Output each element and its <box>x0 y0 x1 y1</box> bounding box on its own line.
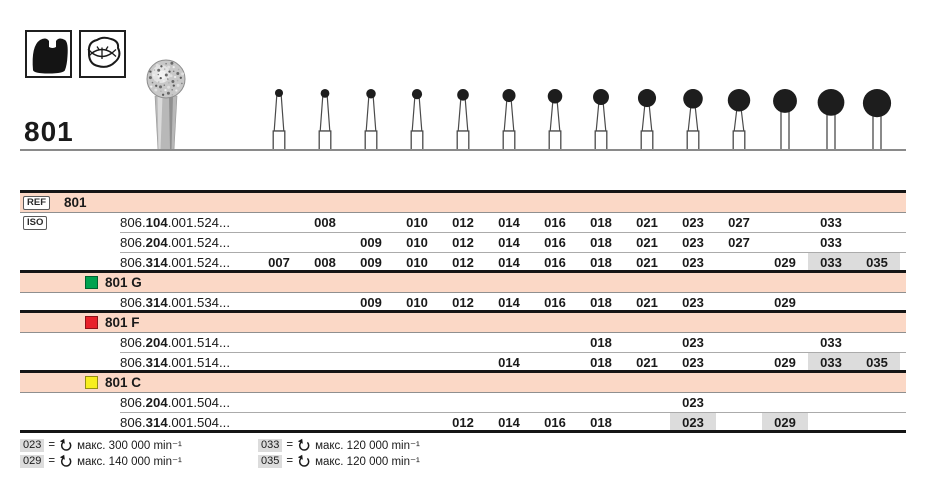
size-cell <box>302 413 348 430</box>
size-cell <box>394 393 440 412</box>
size-cell: 033 <box>820 235 842 250</box>
size-cell: 021 <box>636 355 658 370</box>
size-cells <box>256 393 906 413</box>
size-cell: 018 <box>590 295 612 310</box>
iso-row-left <box>20 213 120 233</box>
size-cell: 010 <box>406 295 428 310</box>
legend-item <box>258 453 420 469</box>
size-cell <box>256 333 302 352</box>
size-cell <box>440 353 486 370</box>
section-color-square <box>85 376 98 389</box>
size-cell: 009 <box>360 295 382 310</box>
size-cell: 012 <box>452 235 474 250</box>
size-cell: 008 <box>314 215 336 230</box>
size-cell <box>440 393 486 412</box>
size-cell: 021 <box>636 255 658 270</box>
size-cell <box>348 393 394 412</box>
size-cell <box>394 333 440 352</box>
iso-row-left <box>20 233 120 253</box>
bur-silhouette <box>548 89 563 150</box>
size-cell <box>532 353 578 370</box>
legend-item <box>258 437 420 453</box>
size-cell <box>486 393 532 412</box>
section-header-row <box>20 273 906 293</box>
size-cell: 027 <box>728 235 750 250</box>
size-cell: 012 <box>452 215 474 230</box>
size-cell <box>624 393 670 412</box>
section-header-row <box>20 373 906 393</box>
legend-size-badge: 033 <box>258 439 282 452</box>
size-cell <box>348 353 394 370</box>
legend-size-badge: 023 <box>20 439 44 452</box>
size-cell: 023 <box>682 215 704 230</box>
size-cell: 016 <box>544 255 566 270</box>
size-cell: 023 <box>682 395 704 410</box>
size-cell <box>348 413 394 430</box>
size-cell: 010 <box>406 235 428 250</box>
size-cell: 018 <box>590 355 612 370</box>
legend-size-badge: 035 <box>258 455 282 468</box>
legend-speed-text: макс. 300 000 min⁻¹ <box>77 440 182 452</box>
size-cell <box>532 393 578 412</box>
size-cell: 014 <box>498 235 520 250</box>
iso-size-row <box>20 213 906 233</box>
size-cell <box>716 253 762 270</box>
bur-silhouette <box>818 89 845 150</box>
legend-speed-text: макс. 120 000 min⁻¹ <box>315 456 420 468</box>
bur-silhouette <box>638 89 656 150</box>
size-cell: 033 <box>808 253 854 270</box>
section-color-square <box>85 316 98 329</box>
size-cell <box>808 393 854 412</box>
size-cell: 016 <box>544 215 566 230</box>
legend-item <box>20 437 258 453</box>
size-cell: 033 <box>808 353 854 370</box>
size-cell <box>854 413 900 430</box>
size-cell: 010 <box>406 255 428 270</box>
size-cell: 029 <box>762 413 808 430</box>
size-cell <box>762 333 808 352</box>
size-cell: 009 <box>360 235 382 250</box>
iso-row-left <box>20 393 120 413</box>
bur-illustrations <box>0 0 926 175</box>
size-cell: 016 <box>544 235 566 250</box>
size-cell: 014 <box>498 415 520 430</box>
iso-code: 806.204.001.514... <box>120 333 256 353</box>
size-cell <box>762 233 808 252</box>
size-cell: 033 <box>820 215 842 230</box>
rotation-speed-icon <box>59 454 73 468</box>
size-cell: 021 <box>636 235 658 250</box>
bur-silhouette <box>593 89 609 150</box>
size-cell <box>808 413 854 430</box>
size-cell: 029 <box>774 295 796 310</box>
legend-equals: = <box>286 455 294 467</box>
size-cells <box>256 333 906 353</box>
bur-silhouette <box>773 89 797 150</box>
iso-code: 806.314.001.524... <box>120 255 231 270</box>
size-cell: 023 <box>670 413 716 430</box>
iso-size-row <box>20 333 906 353</box>
size-cell <box>302 233 348 252</box>
size-cell: 027 <box>728 215 750 230</box>
size-cell: 007 <box>268 255 290 270</box>
size-cell: 018 <box>590 335 612 350</box>
size-cell <box>394 413 440 430</box>
ref-number: 801 <box>64 194 87 210</box>
size-cell <box>716 353 762 370</box>
size-cell <box>854 293 900 310</box>
size-cell <box>854 233 900 252</box>
diamond-bur-photo <box>147 60 185 150</box>
iso-code: 806.314.001.534... <box>120 295 231 310</box>
size-cell <box>532 333 578 352</box>
rotation-speed-icon <box>59 438 73 452</box>
size-cell <box>486 333 532 352</box>
bur-silhouette-row <box>273 89 891 150</box>
iso-row-left <box>20 413 120 430</box>
size-cell: 016 <box>544 295 566 310</box>
iso-row-left <box>20 333 120 353</box>
iso-code: 806.314.001.514... <box>120 355 231 370</box>
section-label: 801 C <box>105 375 142 390</box>
iso-code: 806.104.001.524... <box>120 213 256 233</box>
section-header-row <box>20 313 906 333</box>
size-cell: 035 <box>854 253 900 270</box>
size-cell: 021 <box>636 215 658 230</box>
iso-row-left <box>20 253 120 270</box>
size-cell: 018 <box>590 235 612 250</box>
size-cell <box>624 333 670 352</box>
legend-equals: = <box>48 455 56 467</box>
size-cell: 035 <box>854 353 900 370</box>
bur-silhouette <box>273 89 285 150</box>
iso-size-row <box>20 413 906 433</box>
size-cell: 016 <box>544 415 566 430</box>
size-cell: 018 <box>590 415 612 430</box>
ref-header-row <box>20 193 906 213</box>
size-cell: 014 <box>498 255 520 270</box>
size-cells <box>256 213 906 233</box>
size-cell: 023 <box>682 255 704 270</box>
size-cell <box>302 393 348 412</box>
size-cell: 023 <box>682 335 704 350</box>
bur-silhouette <box>457 89 469 150</box>
size-cells <box>256 293 906 310</box>
bur-silhouette <box>683 89 703 150</box>
size-cell <box>440 333 486 352</box>
bur-silhouette <box>502 89 515 150</box>
size-cell <box>256 353 302 370</box>
size-cell: 012 <box>452 255 474 270</box>
size-cells <box>256 233 906 253</box>
size-cell: 018 <box>590 255 612 270</box>
size-cell: 009 <box>360 255 382 270</box>
iso-row-left <box>20 353 120 370</box>
size-cell: 023 <box>682 355 704 370</box>
rotation-speed-icon <box>297 454 311 468</box>
bur-silhouette <box>319 89 331 150</box>
size-cell <box>256 413 302 430</box>
iso-code: 806.314.001.504... <box>120 415 231 430</box>
size-cell <box>256 233 302 252</box>
size-cell <box>854 393 900 412</box>
iso-badge: ISO <box>23 216 47 230</box>
iso-size-row <box>20 393 906 413</box>
size-cell: 023 <box>682 235 704 250</box>
size-cell: 008 <box>314 255 336 270</box>
size-cell <box>762 393 808 412</box>
size-cell <box>624 413 670 430</box>
size-cell: 012 <box>452 415 474 430</box>
legend-equals: = <box>48 439 56 451</box>
size-cell: 029 <box>774 255 796 270</box>
iso-size-row <box>20 253 906 273</box>
size-cell <box>716 333 762 352</box>
size-cells <box>256 413 906 430</box>
iso-code: 806.204.001.504... <box>120 393 256 413</box>
bur-silhouette <box>863 89 891 150</box>
size-cell: 023 <box>682 295 704 310</box>
size-cell <box>256 293 302 310</box>
size-cell <box>256 393 302 412</box>
iso-row-left <box>20 293 120 310</box>
size-cell <box>302 353 348 370</box>
legend <box>20 437 420 469</box>
legend-size-badge: 029 <box>20 455 44 468</box>
size-cell: 018 <box>590 215 612 230</box>
size-cell <box>302 333 348 352</box>
legend-item <box>20 453 258 469</box>
ref-badge: REF <box>23 196 50 210</box>
section-color-square <box>85 276 98 289</box>
legend-speed-text: макс. 140 000 min⁻¹ <box>77 456 182 468</box>
size-cell <box>256 213 302 232</box>
legend-equals: = <box>286 439 294 451</box>
size-table <box>20 190 906 433</box>
size-cell <box>348 213 394 232</box>
size-cell <box>302 293 348 310</box>
iso-code: 806.204.001.524... <box>120 233 256 253</box>
size-cell: 014 <box>498 295 520 310</box>
iso-size-row <box>20 233 906 253</box>
size-cell <box>716 293 762 310</box>
size-cells <box>256 353 906 370</box>
legend-speed-text: макс. 120 000 min⁻¹ <box>315 440 420 452</box>
size-cell <box>716 413 762 430</box>
section-label: 801 F <box>105 315 140 330</box>
size-cell: 029 <box>774 355 796 370</box>
size-cell: 014 <box>498 355 520 370</box>
iso-size-row <box>20 293 906 313</box>
bur-silhouette <box>411 89 423 150</box>
size-cell <box>394 353 440 370</box>
size-cell <box>854 333 900 352</box>
size-cell <box>854 213 900 232</box>
bur-silhouette <box>365 89 377 150</box>
size-cell <box>348 333 394 352</box>
size-cell: 021 <box>636 295 658 310</box>
size-cell <box>578 393 624 412</box>
section-label: 801 G <box>105 275 142 290</box>
rotation-speed-icon <box>297 438 311 452</box>
bur-silhouette <box>728 89 750 150</box>
size-cell: 010 <box>406 215 428 230</box>
iso-size-row <box>20 353 906 373</box>
size-cell: 033 <box>820 335 842 350</box>
ref-header-left <box>20 193 120 212</box>
size-cells <box>256 253 906 270</box>
size-cell: 014 <box>498 215 520 230</box>
size-cell <box>762 213 808 232</box>
size-cell <box>716 393 762 412</box>
size-cell <box>808 293 854 310</box>
size-cell: 012 <box>452 295 474 310</box>
product-number: 801 <box>24 116 74 147</box>
